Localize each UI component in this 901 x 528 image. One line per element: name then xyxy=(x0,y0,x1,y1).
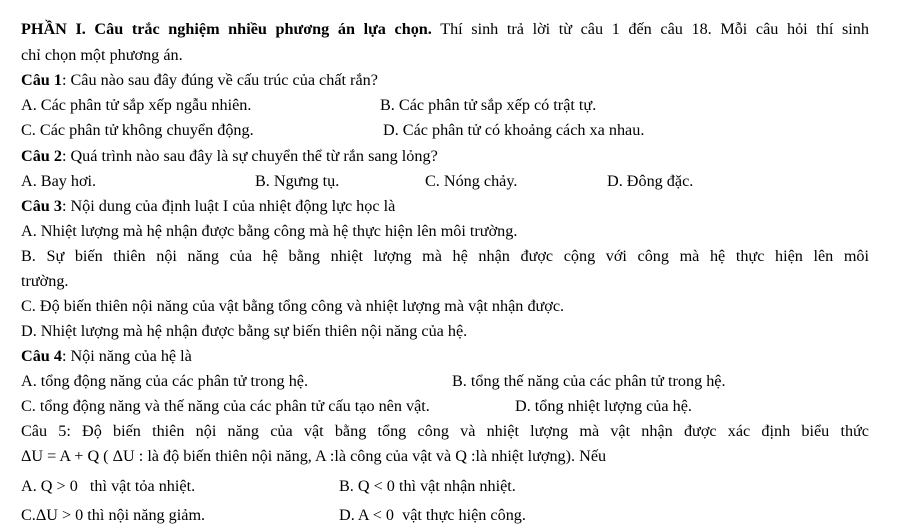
question-3-text: : Nội dung của định luật I của nhiệt động lực học là xyxy=(61,197,396,215)
question-3-option-c: C. Độ biến thiên nội năng của vật bằng tổng công và nhiệt lượng mà vật nhận được. xyxy=(21,297,565,315)
question-2-text: : Quá trình nào sau đây là sự chuyển thể từ rắn sang lỏng? xyxy=(61,147,438,165)
section-instruction: Thí sinh trả lời từ câu 1 đến câu 18. Mỗi câu hỏi thí sinh xyxy=(440,20,869,38)
question-3-option-a: A. Nhiệt lượng mà hệ nhận được bằng công mà hệ thực hiện lên môi trường. xyxy=(21,222,518,240)
question-5-option-b: B. Q < 0 thì vật nhận nhiệt. xyxy=(339,477,516,495)
question-1-option-c: C. Các phân tử không chuyển động. xyxy=(21,121,254,139)
question-5-option-d: D. A < 0 vật thực hiện công. xyxy=(339,506,526,524)
question-2-option-b: B. Ngưng tụ. xyxy=(255,172,340,190)
question-5-option-a: A. Q > 0 thì vật tỏa nhiệt. xyxy=(21,477,196,495)
question-5-stem: Câu 5: Độ biến thiên nội năng của vật bằng tổng công và nhiệt lượng mà vật nhận được xác định biểu thức xyxy=(21,422,869,440)
question-3-stem xyxy=(21,196,395,216)
question-4-text: : Nội năng của hệ là xyxy=(61,347,192,365)
question-1-stem xyxy=(21,70,378,90)
question-3-option-b-continued: trường. xyxy=(21,272,69,290)
question-5-option-c: C.ΔU > 0 thì nội năng giảm. xyxy=(21,506,206,524)
question-2-option-a: A. Bay hơi. xyxy=(21,172,97,190)
question-4-option-d: D. tổng nhiệt lượng của hệ. xyxy=(515,397,692,415)
section-heading: PHẦN I. Câu trắc nghiệm nhiều phương án lựa chọn. xyxy=(21,20,432,38)
question-3-option-b: B. Sự biến thiên nội năng của hệ bằng nhiệt lượng mà hệ nhận được cộng với công mà hệ thực hiện lên môi xyxy=(21,247,869,265)
question-5-formula-line: ΔU = A + Q ( ΔU : là độ biến thiên nội năng, A :là công của vật và Q :là nhiệt lượng). Nếu xyxy=(21,447,607,465)
question-4-option-b: B. tổng thế năng của các phân tử trong hệ. xyxy=(452,372,726,390)
section-heading-line xyxy=(21,19,869,39)
question-2-label: Câu 2 xyxy=(21,147,62,165)
question-1-label: Câu 1 xyxy=(21,71,62,89)
question-2-option-d: D. Đông đặc. xyxy=(607,172,694,190)
question-4-option-c: C. tổng động năng và thế năng của các phân tử cấu tạo nên vật. xyxy=(21,397,430,415)
question-4-label: Câu 4 xyxy=(21,347,62,365)
question-4-stem xyxy=(21,346,192,366)
question-4-option-a: A. tổng động năng của các phân tử trong hệ. xyxy=(21,372,309,390)
section-instruction-continued: chỉ chọn một phương án. xyxy=(21,46,183,64)
question-2-option-c: C. Nóng chảy. xyxy=(425,172,518,190)
question-3-label: Câu 3 xyxy=(21,197,62,215)
question-1-option-d: D. Các phân tử có khoảng cách xa nhau. xyxy=(383,121,645,139)
question-1-text: : Câu nào sau đây đúng về cấu trúc của chất rắn? xyxy=(61,71,378,89)
question-3-option-d: D. Nhiệt lượng mà hệ nhận được bằng sự biến thiên nội năng của hệ. xyxy=(21,322,468,340)
question-2-stem xyxy=(21,146,438,166)
question-1-option-b: B. Các phân tử sắp xếp có trật tự. xyxy=(380,96,597,114)
question-1-option-a: A. Các phân tử sắp xếp ngẫu nhiên. xyxy=(21,96,252,114)
